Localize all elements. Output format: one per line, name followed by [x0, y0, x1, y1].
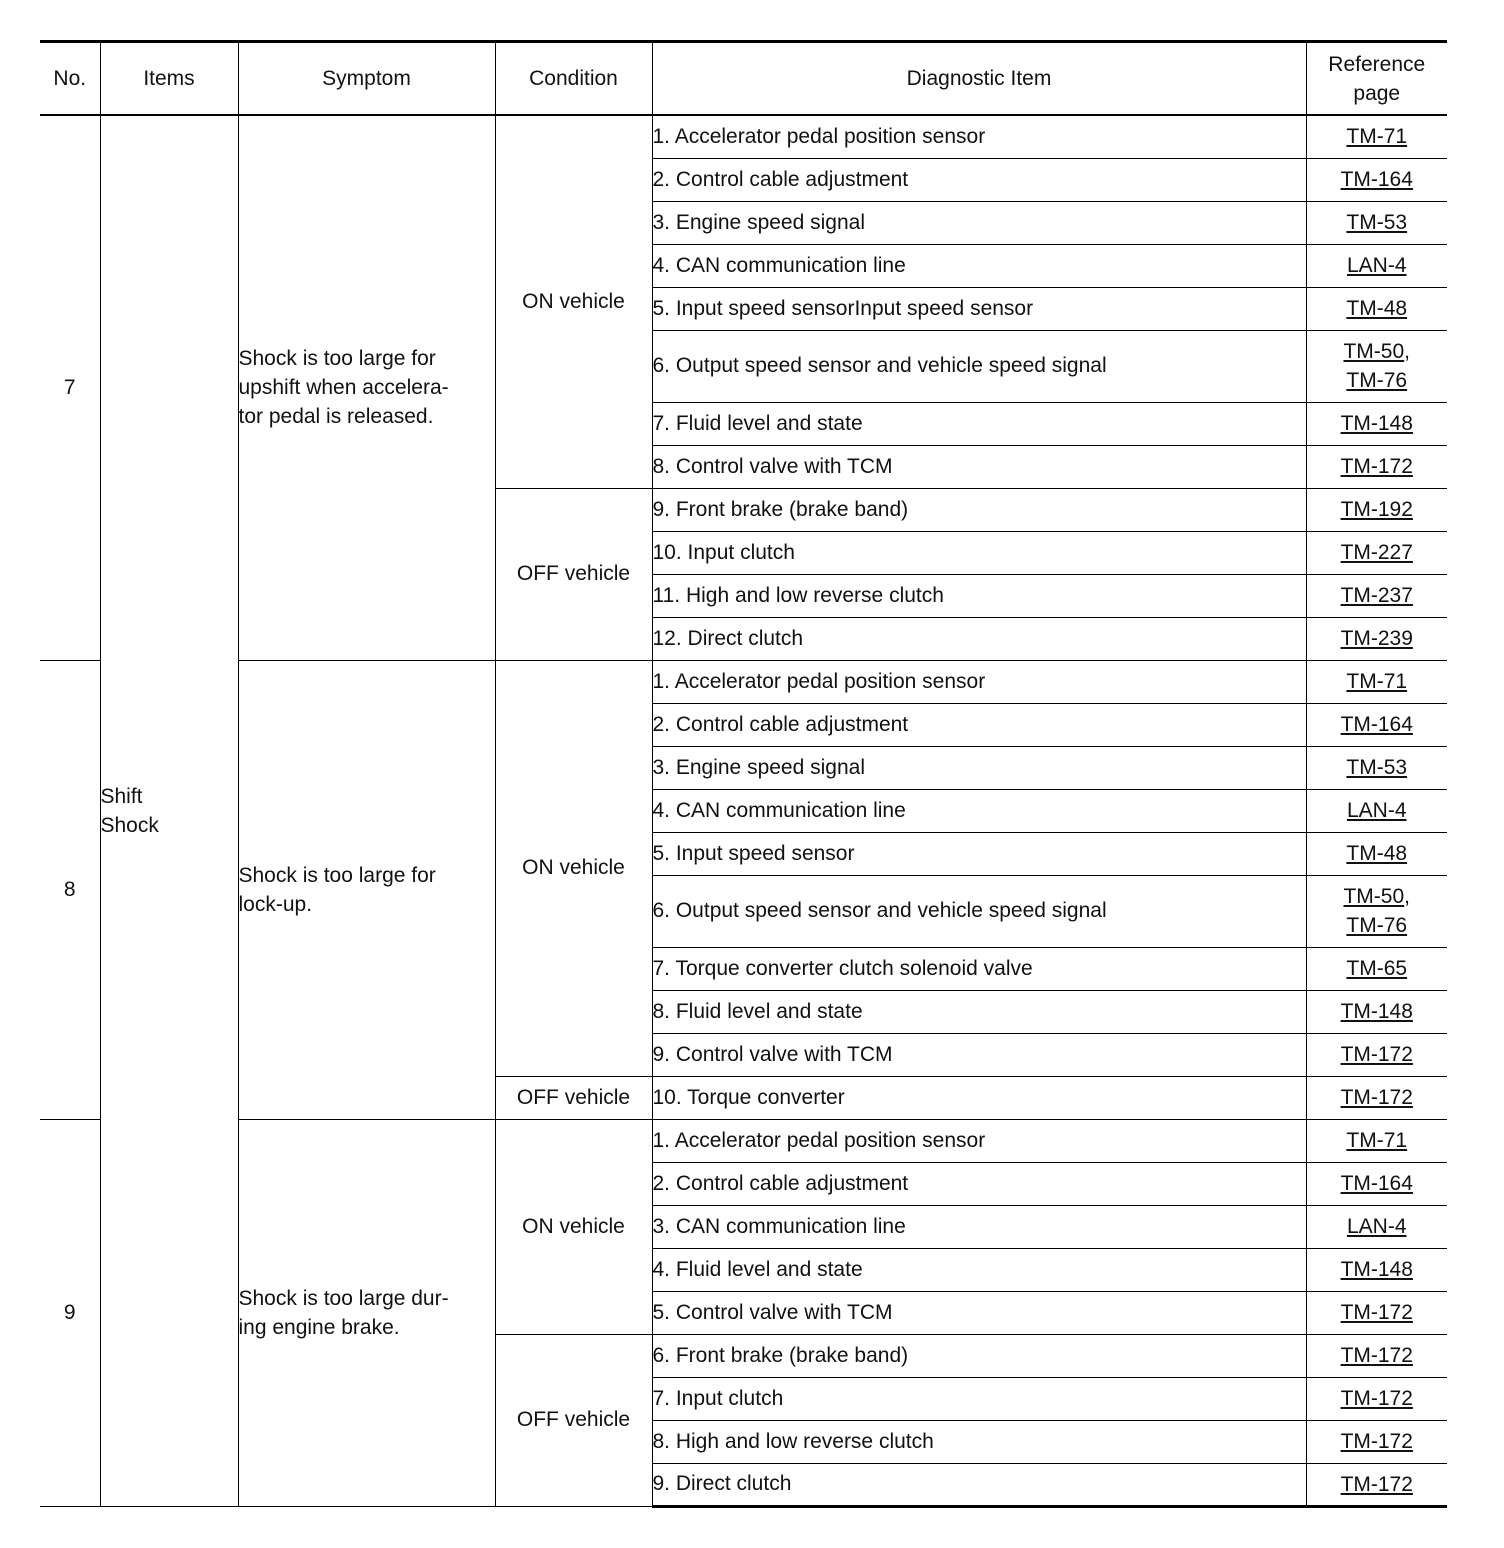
diagnostic-item: 6. Output speed sensor and vehicle speed signal	[652, 330, 1306, 402]
reference-link[interactable]: TM-71	[1346, 670, 1408, 693]
reference-link[interactable]: TM-237	[1340, 584, 1413, 607]
symptom	[238, 1119, 495, 1506]
reference-link[interactable]: TM-53	[1346, 211, 1408, 234]
diagnostic-item: 2. Control cable adjustment	[652, 1162, 1306, 1205]
reference-link[interactable]: TM-164	[1340, 168, 1413, 191]
reference-entry	[1307, 294, 1448, 323]
diagnostic-item: 3. CAN communication line	[652, 1205, 1306, 1248]
reference-link[interactable]: TM-71	[1346, 1129, 1408, 1152]
reference-entry	[1307, 1427, 1448, 1456]
reference-entry	[1307, 337, 1448, 366]
symptom-line: Shock is too large for	[238, 863, 436, 887]
reference-entry	[1307, 882, 1448, 911]
reference-page	[1306, 1119, 1447, 1162]
table-row	[40, 115, 1447, 158]
header-reference-page	[1306, 42, 1447, 116]
diagnostic-item: 4. CAN communication line	[652, 244, 1306, 287]
reference-entry	[1307, 1169, 1448, 1198]
diagnostic-item: 6. Output speed sensor and vehicle speed signal	[652, 875, 1306, 947]
table-row	[40, 1119, 1447, 1162]
reference-link[interactable]: TM-50	[1343, 340, 1405, 363]
reference-entry	[1307, 452, 1448, 481]
reference-link[interactable]: TM-172	[1340, 1344, 1413, 1367]
header-items: Items	[100, 42, 238, 116]
group-number: 7	[40, 115, 100, 660]
diagnostic-item: 8. Fluid level and state	[652, 990, 1306, 1033]
reference-entry	[1307, 1040, 1448, 1069]
diagnosis-table	[40, 40, 1447, 1508]
diagnostic-item: 1. Accelerator pedal position sensor	[652, 115, 1306, 158]
reference-link[interactable]: TM-50	[1343, 885, 1405, 908]
reference-entry	[1307, 1212, 1448, 1241]
reference-entry	[1307, 581, 1448, 610]
symptom-line: ing engine brake.	[238, 1315, 400, 1339]
reference-link[interactable]: TM-76	[1346, 369, 1408, 392]
reference-link[interactable]: TM-172	[1340, 1472, 1413, 1496]
reference-page	[1306, 244, 1447, 287]
reference-link[interactable]: LAN-4	[1346, 799, 1407, 822]
reference-page	[1306, 746, 1447, 789]
diagnostic-item: 3. Engine speed signal	[652, 201, 1306, 244]
reference-page	[1306, 158, 1447, 201]
reference-separator: ,	[1404, 340, 1411, 363]
symptom-line: upshift when accelera-	[238, 376, 449, 400]
table-row	[40, 660, 1447, 703]
reference-entry	[1307, 710, 1448, 739]
reference-page	[1306, 287, 1447, 330]
diagnostic-item: 3. Engine speed signal	[652, 746, 1306, 789]
diagnostic-item: 5. Input speed sensor	[652, 832, 1306, 875]
diagnostic-item: 9. Front brake (brake band)	[652, 488, 1306, 531]
reference-entry	[1307, 538, 1448, 567]
reference-link[interactable]: TM-148	[1340, 1000, 1413, 1023]
reference-entry	[1307, 753, 1448, 782]
diagnostic-item: 1. Accelerator pedal position sensor	[652, 1119, 1306, 1162]
reference-page	[1306, 832, 1447, 875]
diagnostic-item: 10. Torque converter	[652, 1076, 1306, 1119]
diagnostic-item: 4. Fluid level and state	[652, 1248, 1306, 1291]
reference-separator: ,	[1404, 885, 1411, 908]
reference-page	[1306, 488, 1447, 531]
reference-link[interactable]: TM-148	[1340, 1258, 1413, 1281]
reference-entry	[1307, 624, 1448, 653]
reference-link[interactable]: TM-172	[1340, 1043, 1413, 1066]
reference-entry	[1307, 495, 1448, 524]
header-reference-line2: page	[1353, 81, 1401, 105]
diagnostic-item: 4. CAN communication line	[652, 789, 1306, 832]
reference-page	[1306, 1463, 1447, 1506]
condition: ON vehicle	[495, 115, 652, 488]
reference-entry	[1307, 839, 1448, 868]
header-diagnostic-item: Diagnostic Item	[652, 42, 1306, 116]
symptom	[238, 660, 495, 1119]
reference-page	[1306, 617, 1447, 660]
reference-link[interactable]: TM-239	[1340, 627, 1413, 650]
condition: ON vehicle	[495, 1119, 652, 1334]
reference-entry	[1307, 997, 1448, 1026]
reference-page	[1306, 1248, 1447, 1291]
reference-entry	[1307, 1384, 1448, 1413]
reference-entry	[1307, 1341, 1448, 1370]
reference-entry	[1307, 366, 1448, 395]
reference-entry	[1307, 208, 1448, 237]
reference-page	[1306, 330, 1447, 402]
condition: ON vehicle	[495, 660, 652, 1076]
diagnostic-item: 7. Input clutch	[652, 1377, 1306, 1420]
reference-link[interactable]: TM-164	[1340, 1172, 1413, 1195]
header-condition: Condition	[495, 42, 652, 116]
condition: OFF vehicle	[495, 488, 652, 660]
reference-entry	[1307, 409, 1448, 438]
reference-page	[1306, 1420, 1447, 1463]
reference-link[interactable]: LAN-4	[1346, 254, 1407, 277]
reference-page	[1306, 1377, 1447, 1420]
reference-page	[1306, 875, 1447, 947]
reference-page	[1306, 115, 1447, 158]
reference-link[interactable]: TM-71	[1346, 125, 1408, 149]
diagnostic-item: 11. High and low reverse clutch	[652, 574, 1306, 617]
group-number: 9	[40, 1119, 100, 1506]
diagnostic-item: 9. Control valve with TCM	[652, 1033, 1306, 1076]
symptom-line: lock-up.	[238, 892, 313, 916]
symptom-line: Shock is too large for	[238, 347, 436, 371]
diagnostic-item: 10. Input clutch	[652, 531, 1306, 574]
reference-link[interactable]: TM-172	[1340, 1430, 1413, 1453]
symptom	[238, 115, 495, 660]
diagnostic-item: 2. Control cable adjustment	[652, 158, 1306, 201]
reference-page	[1306, 947, 1447, 990]
reference-page	[1306, 574, 1447, 617]
reference-link[interactable]: TM-172	[1340, 455, 1413, 478]
diagnostic-item: 5. Control valve with TCM	[652, 1291, 1306, 1334]
diagnostic-item: 9. Direct clutch	[652, 1463, 1306, 1506]
diagnostic-item: 1. Accelerator pedal position sensor	[652, 660, 1306, 703]
table-body	[40, 115, 1447, 1506]
header-reference-line1: Reference	[1328, 52, 1426, 76]
reference-page	[1306, 1205, 1447, 1248]
condition: OFF vehicle	[495, 1076, 652, 1119]
item-name-line: Shift	[100, 784, 143, 808]
reference-page	[1306, 1033, 1447, 1076]
diagnostic-item: 6. Front brake (brake band)	[652, 1334, 1306, 1377]
reference-entry	[1307, 1083, 1448, 1112]
reference-link[interactable]: TM-65	[1346, 957, 1408, 980]
reference-entry	[1307, 165, 1448, 194]
reference-entry	[1307, 122, 1448, 151]
reference-link[interactable]: LAN-4	[1346, 1215, 1407, 1238]
reference-page	[1306, 1162, 1447, 1205]
reference-page	[1306, 402, 1447, 445]
reference-entry	[1307, 796, 1448, 825]
reference-entry	[1307, 954, 1448, 983]
reference-link[interactable]: TM-227	[1340, 541, 1413, 564]
diagnostic-item: 7. Fluid level and state	[652, 402, 1306, 445]
reference-page	[1306, 531, 1447, 574]
reference-link[interactable]: TM-172	[1340, 1086, 1413, 1109]
header-no: No.	[40, 42, 100, 116]
reference-link[interactable]: TM-48	[1346, 842, 1408, 865]
diagnostic-item: 5. Input speed sensorInput speed sensor	[652, 287, 1306, 330]
reference-link[interactable]: TM-164	[1340, 713, 1413, 736]
symptom-line: tor pedal is released.	[238, 405, 434, 429]
reference-entry	[1307, 1470, 1448, 1499]
reference-link[interactable]: TM-53	[1346, 756, 1408, 779]
item-name	[100, 115, 238, 1506]
reference-entry	[1307, 1126, 1448, 1155]
condition: OFF vehicle	[495, 1334, 652, 1506]
reference-link[interactable]: TM-192	[1340, 498, 1413, 521]
diagnostic-item: 12. Direct clutch	[652, 617, 1306, 660]
reference-page	[1306, 660, 1447, 703]
reference-link[interactable]: TM-172	[1340, 1301, 1413, 1324]
reference-entry	[1307, 1298, 1448, 1327]
reference-entry	[1307, 667, 1448, 696]
diagnostic-item: 8. High and low reverse clutch	[652, 1420, 1306, 1463]
reference-page	[1306, 445, 1447, 488]
reference-page	[1306, 990, 1447, 1033]
header-row	[40, 42, 1447, 116]
reference-page	[1306, 201, 1447, 244]
reference-link[interactable]: TM-172	[1340, 1387, 1413, 1410]
diagnostic-item: 8. Control valve with TCM	[652, 445, 1306, 488]
group-number: 8	[40, 660, 100, 1119]
diagnostic-item: 7. Torque converter clutch solenoid valve	[652, 947, 1306, 990]
reference-page	[1306, 1334, 1447, 1377]
diagnostic-item: 2. Control cable adjustment	[652, 703, 1306, 746]
reference-page	[1306, 703, 1447, 746]
reference-link[interactable]: TM-48	[1346, 297, 1408, 320]
header-symptom: Symptom	[238, 42, 495, 116]
reference-link[interactable]: TM-148	[1340, 412, 1413, 435]
reference-page	[1306, 1076, 1447, 1119]
reference-link[interactable]: TM-76	[1346, 914, 1408, 937]
reference-page	[1306, 1291, 1447, 1334]
symptom-line: Shock is too large dur-	[238, 1286, 449, 1310]
item-name-line: Shock	[100, 813, 159, 837]
reference-entry	[1307, 1255, 1448, 1284]
reference-entry	[1307, 911, 1448, 940]
reference-page	[1306, 789, 1447, 832]
reference-entry	[1307, 251, 1448, 280]
